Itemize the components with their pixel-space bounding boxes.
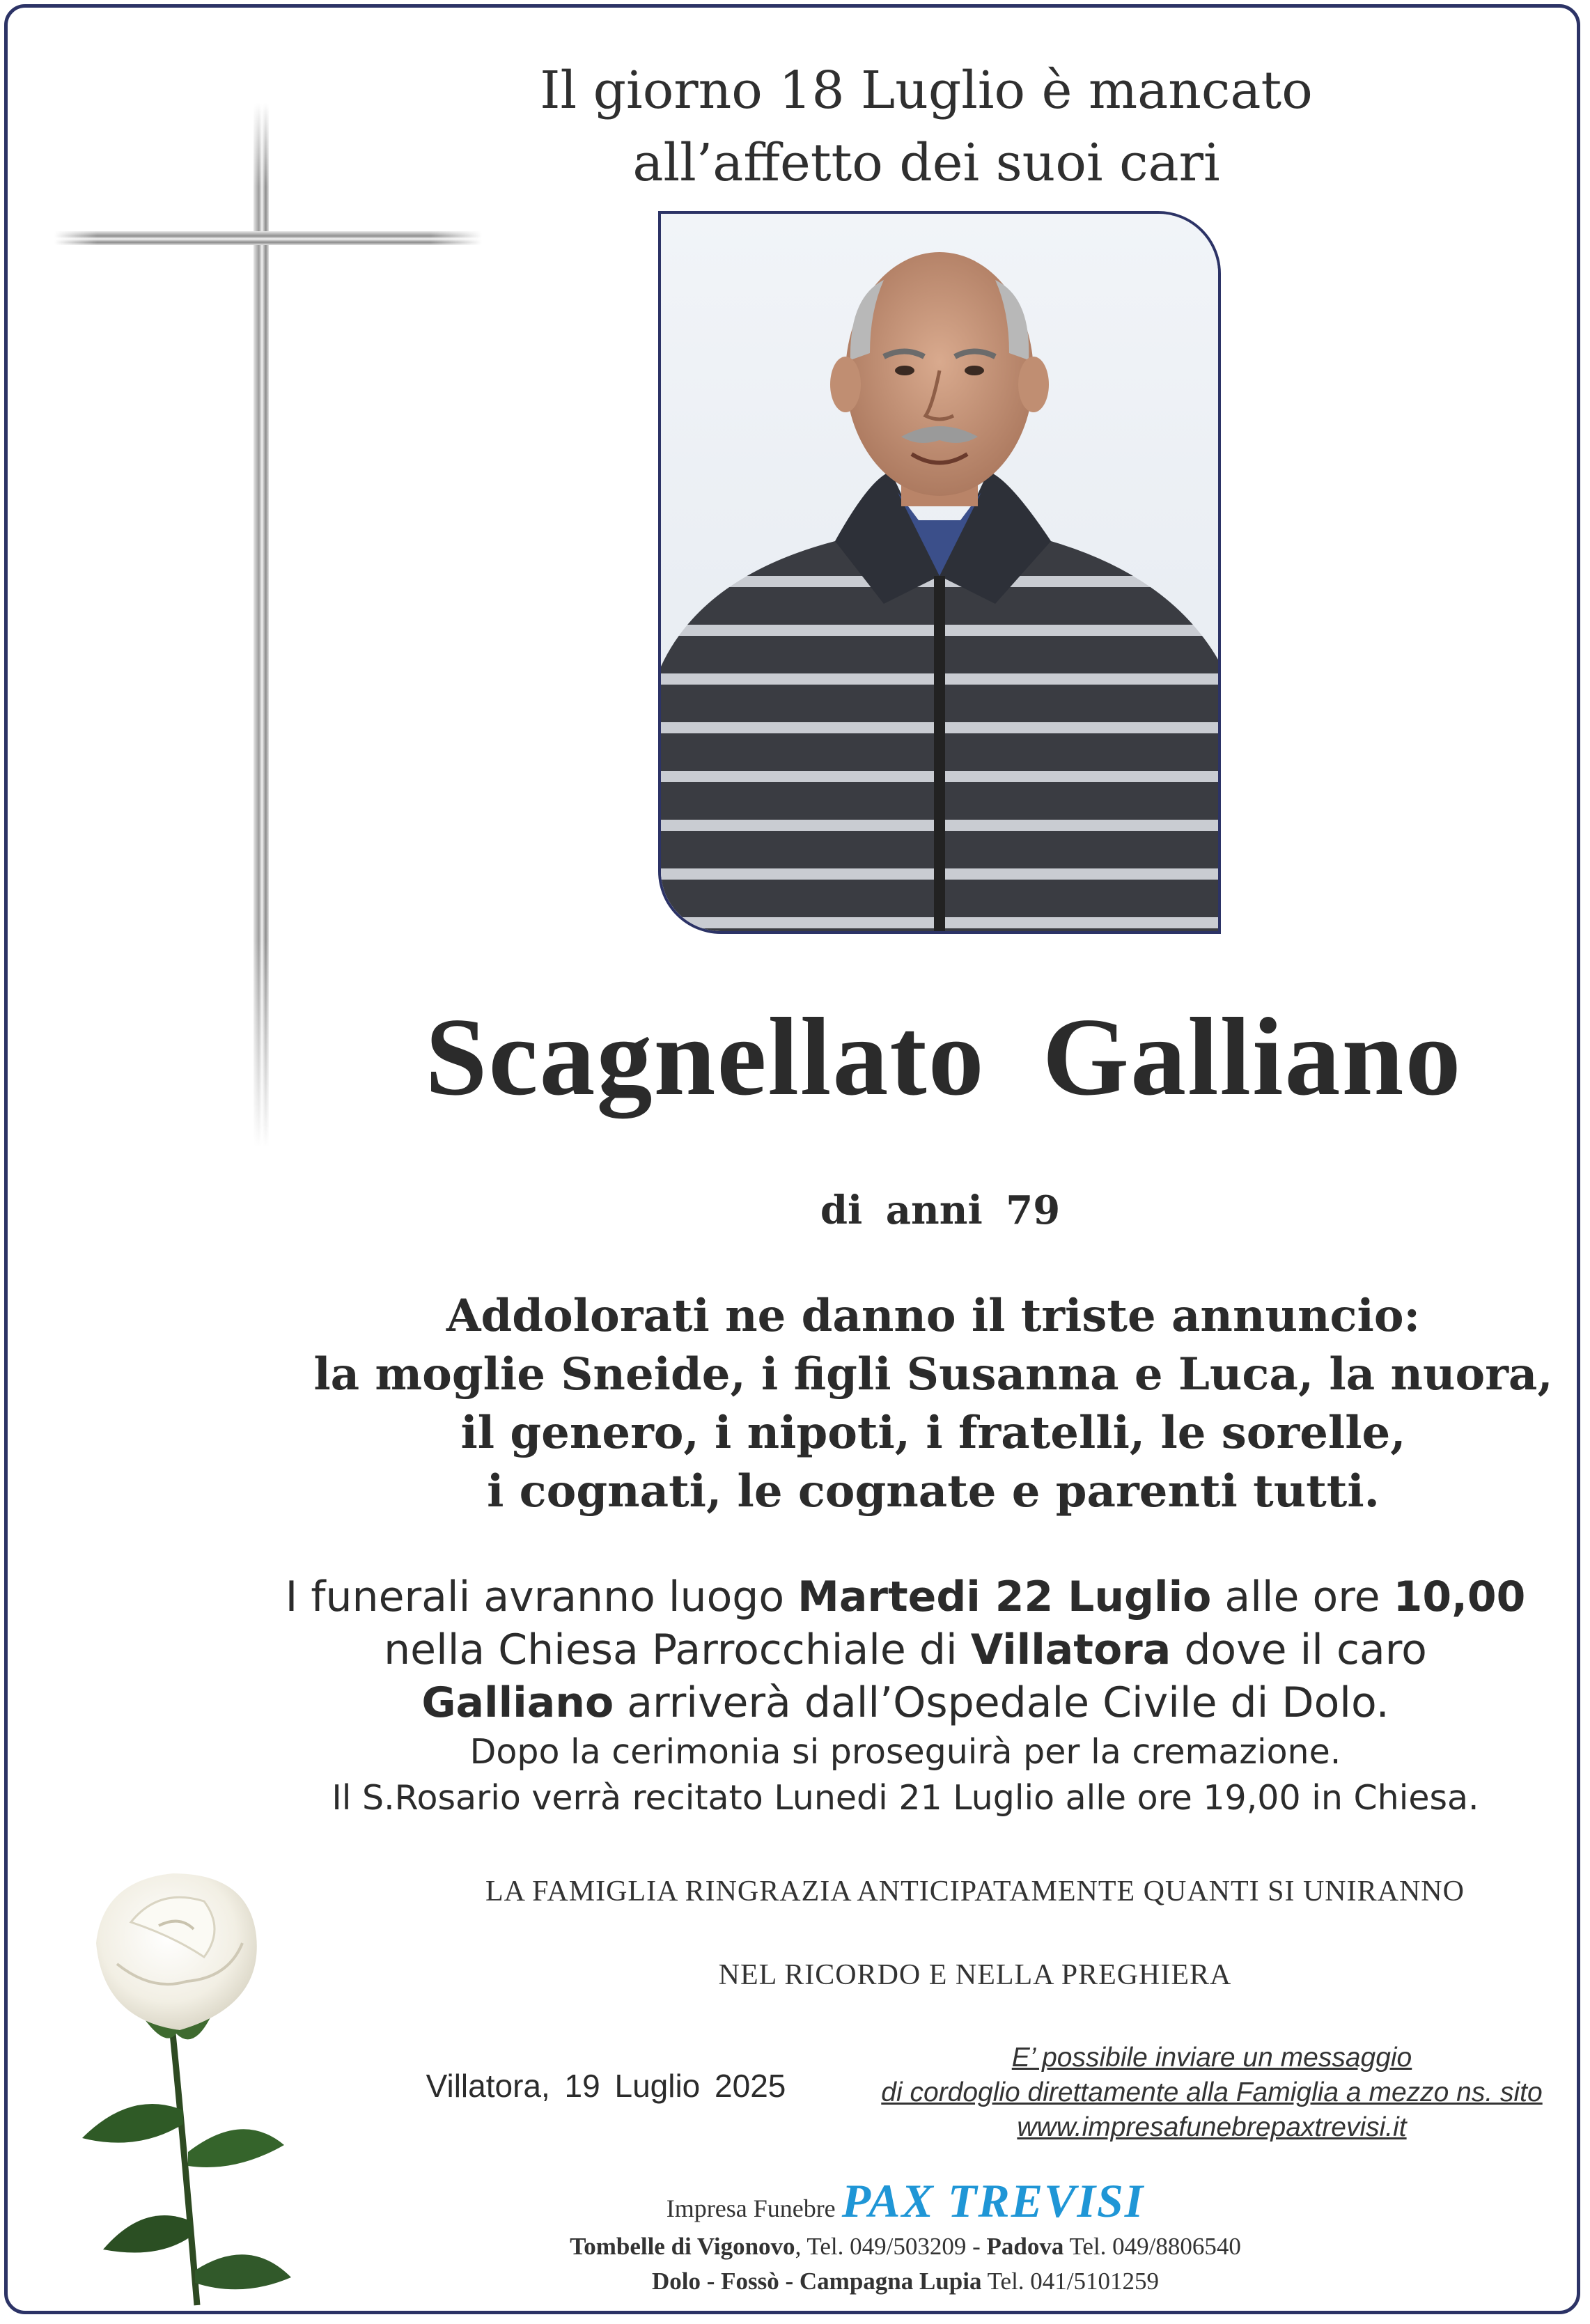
funeral-line-1 [223,1570,1588,1623]
funeral-line-5: Il S.Rosario verrà recitato Lunedi 21 Luglio alle ore 19,00 in Chiesa. [332,1778,1479,1818]
funeral-text: dove il caro [1171,1625,1427,1674]
agency-phone: Tel. 049/8806540 [1063,2233,1241,2260]
message-line-1: E’ possibile inviare un messaggio [1011,2043,1412,2073]
cross-icon [254,103,269,1148]
agency-location: Dolo - Fossò - Campagna Lupia [651,2268,982,2295]
funeral-name: Galliano [421,1678,614,1727]
announcement-line: la moglie Sneide, i figli Susanna e Luca, la nuora, [313,1348,1553,1401]
deceased-name: Scagnellato Galliano [425,995,1463,1118]
white-rose-icon [54,1859,347,2312]
portrait-photo [658,211,1221,934]
agency-prefix: Impresa Funebre [666,2194,842,2222]
cross-bar [54,231,482,245]
agency-brand: PAX TREVISI [841,2174,1145,2227]
condolence-message [850,2041,1574,2145]
deceased-age: di anni 79 [820,1187,1061,1233]
agency-contacts-1 [488,2229,1323,2264]
website-link[interactable]: www.impresafunebrepaxtrevisi.it [1017,2112,1407,2142]
announcement [293,1287,1574,1521]
funeral-line-4: Dopo la cerimonia si proseguirà per la cremazione. [469,1732,1341,1772]
funeral-text: arriverà dall’Ospedale Civile di Dolo. [614,1678,1389,1727]
funeral-text: alle ore [1211,1573,1394,1621]
funeral-line-2 [223,1623,1588,1676]
funeral-line-3 [223,1676,1588,1729]
funeral-day: Martedi 22 Luglio [797,1573,1212,1621]
announcement-line: i cognati, le cognate e parenti tutti. [487,1465,1380,1518]
place-date: Villatora, 19 Luglio 2025 [426,2068,786,2104]
agency-location: Tombelle di Vigonovo [570,2233,795,2260]
funeral-time: 10,00 [1393,1573,1526,1621]
message-line-2: di cordoglio direttamente alla Famiglia a mezzo ns. sito [881,2077,1543,2107]
intro-text [488,54,1365,199]
intro-line-2: all’affetto dei suoi cari [632,133,1220,193]
announcement-line: Addolorati ne danno il triste annuncio: [446,1290,1421,1342]
agency-contacts-2 [488,2264,1323,2299]
agency-location: Padova [986,2233,1064,2260]
agency-phone: , Tel. 049/503209 - [795,2233,987,2260]
announcement-line: il genero, i nipoti, i fratelli, le sorelle, [460,1407,1406,1459]
thanks-line-1: LA FAMIGLIA RINGRAZIA ANTICIPATAMENTE QUANTI SI UNIRANNO [485,1875,1465,1908]
intro-line-1: Il giorno 18 Luglio è mancato [540,61,1313,120]
funeral-info [223,1570,1588,1821]
funeral-text: nella Chiesa Parrocchiale di [384,1625,971,1674]
funeral-text: I funerali avranno luogo [285,1573,798,1621]
funeral-agency [488,2174,1323,2299]
agency-title [488,2174,1323,2229]
thanks-line-2: NEL RICORDO E NELLA PREGHIERA [718,1959,1232,1991]
agency-phone: Tel. 041/5101259 [981,2268,1160,2295]
funeral-place: Villatora [970,1625,1171,1674]
